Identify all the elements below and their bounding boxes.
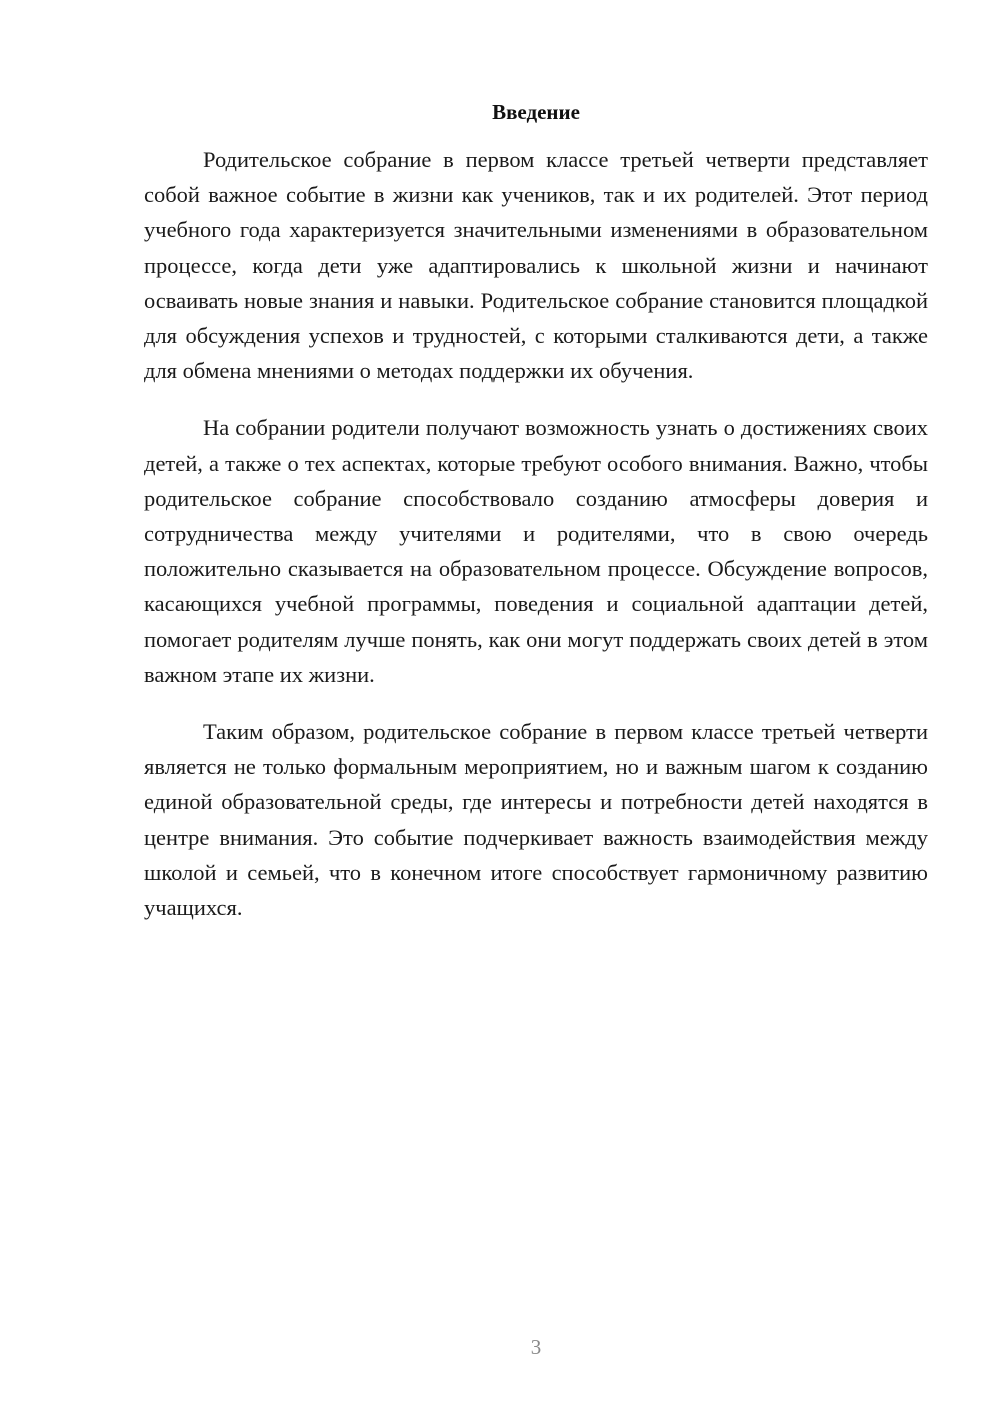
page-number: 3 [530, 1335, 542, 1359]
paragraph: На собрании родители получают возможность узнать о достижениях своих детей, а также о тех аспектах, которые требуют особого внимания. Важно, чтобы родительское собрание способствовало созданию атмосферы доверия и сотрудничества между учителями и родителями, что в свою очередь положительно сказывается на образовательном процессе. Обсуждение вопросов, касающихся учебной программы, поведения и социальной адаптации детей, помогает родителям лучше понять, как они могут поддержать своих детей в этом важном этапе их жизни. [144, 415, 928, 687]
document-body [144, 142, 928, 947]
paragraph: Родительское собрание в первом классе третьей четверти представляет собой важное событие в жизни как учеников, так и их родителей. Этот период учебного года характеризуется значительными изменениями в образовательном процессе, когда дети уже адаптировались к школьной жизни и начинают осваивать новые знания и навыки. Родительское собрание становится площадкой для обсуждения успехов и трудностей, с которыми сталкиваются дети, а также для обмена мнениями о методах поддержки их обучения. [144, 147, 928, 384]
paragraph: Таким образом, родительское собрание в первом классе третьей четверти является не только формальным мероприятием, но и важным шагом к созданию единой образовательной среды, где интересы и потребности детей находятся в центре внимания. Это событие подчеркивает важность взаимодействия между школой и семьей, что в конечном итоге способствует гармоничному развитию учащихся. [144, 719, 928, 921]
section-heading: Введение [492, 100, 580, 124]
